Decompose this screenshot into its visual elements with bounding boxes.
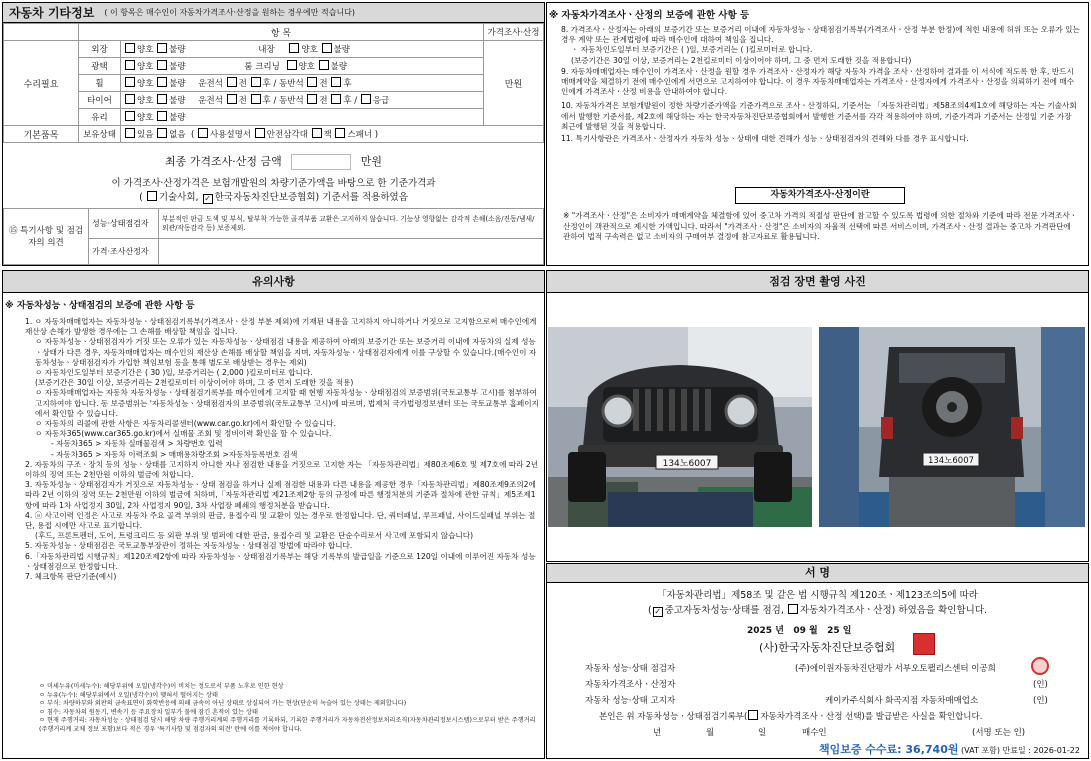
perf-seal: [1031, 657, 1049, 675]
price-assessor-note: [159, 239, 544, 265]
wheel-driver-front-checkbox[interactable]: [227, 77, 237, 87]
caution-item-1e: ㅇ 자동차매매업자는 자동차 자동차성능ㆍ상태점검기록부를 매수인에게 고지할 때 현행 자동차성능ㆍ상태점검의 보증범위(국토교통부 고시)를 첨부하여 고지하여야 합니다. 동 보증범위는 '자동차성능ㆍ상태점검자의 보증범위(국토교통부 고시)에 따르며, 법제처 국가법령정보센터 또는 국토교통부 홈페이지에서 확인할 수 있습니다.: [35, 388, 539, 418]
room-bad-checkbox[interactable]: [319, 60, 329, 70]
row-tire-label: 타이어: [79, 92, 121, 109]
caution-item-6: 6.「자동차관리법 시행규칙」제120조제2항에 따라 자동차성능ㆍ상태점검기록부는 해당 기록부의 발급일을 기준으로 120일 이내에 이루어진 자동차 성능ㆍ상태점검으로 한정합니다.: [25, 551, 536, 571]
expiry-date: 만료일 : 2026-01-22: [1002, 746, 1080, 755]
row-interior-label: 내장: [258, 45, 275, 55]
final-price-unit: 만원: [360, 155, 382, 168]
caution-item-1c: ㅇ 자동차인도일부터 보증기간은 ( 30 )일, 보증거리는 ( 2,000 )킬로미터로 합니다.: [35, 368, 313, 378]
row-glass-options: 양호 불량: [121, 109, 484, 126]
row-gloss-options: 양호 불량 룸 크리닝 양호 불량: [121, 58, 484, 75]
sign-date: 2025 년 09 월 25 일: [747, 626, 852, 636]
tire-passenger-rear-checkbox[interactable]: [331, 94, 341, 104]
etc-info-subtitle: ( 이 항목은 매수인이 자동차가격조사·산정을 원하는 경우에만 적습니다): [104, 8, 356, 17]
receive-price-checkbox[interactable]: [748, 710, 758, 720]
basis-text: 이 가격조사·산정가격은 보험개발원의 차량기준가액을 바탕으로 한 기준가격과 ( 기술사회, ✓ 한국자동차진단보증협회) 기준서를 적용하였음: [111, 178, 436, 203]
guarantee-list: [561, 25, 1081, 144]
possession-none-checkbox[interactable]: [157, 128, 167, 138]
criteria-item: ㅇ 부식: 차량하부와 외판의 금속표면이 화학반응에 의해 금속이 아닌 상태로 상실되어 가는 현상(단순히 녹슬어 있는 상태는 제외합니다): [39, 700, 407, 708]
caution-list: [25, 317, 539, 582]
fee-line: 책임보증 수수료: 36,740원 (VAT 포함) 만료일 : 2026-01-22: [818, 743, 1080, 756]
tire-emergency-checkbox[interactable]: [361, 94, 371, 104]
signature-title: 서 명: [547, 564, 1088, 583]
exterior-good-checkbox[interactable]: [125, 43, 135, 53]
association-seal: [913, 633, 935, 655]
room-good-checkbox[interactable]: [287, 60, 297, 70]
notice-name: 케이카주식회사 화곡지점 자동차매매업소: [825, 696, 979, 706]
photo-panel: [546, 270, 1089, 562]
front-plate-text: 134노6007: [662, 459, 712, 469]
caution-item-5: 5. 자동차성능ㆍ상태점검은 국토교통부장관이 정하는 자동차성능ㆍ상태점검 방법에 따라야 합니다.: [25, 541, 353, 551]
row-glass-label: 유리: [79, 109, 121, 126]
final-price-label: 최종 가격조사·산정 금액: [164, 155, 282, 168]
caution-item-1i: - 자동차365 > 자동차 이력조회 > 매매용차량조회 >자동차등록번호 검색: [51, 449, 298, 459]
interior-bad-checkbox[interactable]: [322, 43, 332, 53]
used-car-inspection-checkbox[interactable]: ✓: [654, 607, 662, 616]
exterior-bad-checkbox[interactable]: [157, 43, 167, 53]
gloss-bad-checkbox[interactable]: [157, 60, 167, 70]
criteria-item: ㅇ 미세누유(미세누수): 해당부위에 오일(냉각수)이 비치는 정도로서 부품 노후로 인한 현상: [39, 683, 284, 690]
perf-inspector-note: 부분적인 판금 도색 및 부식, 탈부착 가능한 골격부품 교환은 고지하지 않습니다. 기능상 영향없는 감각적 손해(소음/진동/냄새/외관/작동감각 등) 보증제외.: [159, 209, 544, 239]
fee-label: 책임보증 수수료: 36,740원: [818, 743, 959, 756]
row-possession-label: 보유상태: [79, 126, 121, 143]
col-price-header: 가격조사·산정: [484, 24, 544, 41]
front-car-image: [548, 327, 812, 527]
perf-role: 자동차 성능·상태 점검자: [585, 664, 676, 674]
signature-panel: 서 명 「자동차관리법」제58조 및 같은 법 시행규칙 제120조ㆍ제123조의5에 따라 ( ✓ 중고자동차성능·상태를 점검, 자동차가격조사ㆍ산정) 하였음을 확인합니다. 2025 년 09 월 25 일 (사)한국자동차진단보증협회 자동차 성능·상태 점검자 (주)에이원자동차진단평가 서부오토팰리스센터 이공희 자동차가격조사ㆍ산정자 (인) 자동차 성능·상태 고지자 케이카주식회사 화곡지점 자동차매매업소 (인) 본인은 위 자동차성능ㆍ상태점검기록부( 자동차가격조사ㆍ산정 선택)를 발급받은 사실을 확인합니다. 년 월 일 매수인 (서명 또는 인) 책임보증 수수료: 36,740원 (VAT 포함) 만료일 : 2026-01-22: [546, 563, 1089, 759]
guarantee-item-10: 10. 자동차가격은 보험개발원이 정한 차량기준가액을 기준가격으로 조사ㆍ산정하되, 기준서는 「자동차관리법」제58조의4제1호에 해당하는 자는 기술사회에서 발행한 기준서를, 제2호에 해당하는 자는 한국자동차진단보증협회에서 발행한 기준서를 각각 적용하여야 하며, 기준가격과 기준서는 산정일 기준 가장 최근에 발행된 것을 적용합니다.: [561, 101, 1077, 131]
tire-driver-rear-checkbox[interactable]: [251, 94, 261, 104]
notice-seal-mark: (인): [1033, 696, 1048, 706]
final-price-input[interactable]: [291, 154, 351, 170]
guarantee-item-9: 9. 자동차매매업자는 매수인이 가격조사ㆍ산정을 원할 경우 가격조사ㆍ산정자가 해당 자동차 가격을 조사ㆍ산정하여 결과를 이 서식에 적도록 한 후, 반드시 매매계약을 체결하기 전에 매수인에게 서면으로 고지하여야 합니다. 이 경우 자동차매매업자는 가격조사ㆍ산정자에게 가격조사ㆍ산정을 의뢰하기 전에 매수인에게 가격조사ㆍ산정 비용을 안내하여야 합니다.: [561, 66, 1075, 97]
basis-opt1-checkbox[interactable]: [147, 191, 157, 201]
etc-info-title: 자동차 기타정보: [9, 6, 95, 20]
possession-has-checkbox[interactable]: [125, 128, 135, 138]
perf-inspector-label: 성능·상태점검자: [89, 209, 159, 239]
repair-label: 수리필요: [4, 41, 79, 126]
rear-inspection-photo: [819, 327, 1085, 527]
rear-car-image: [819, 327, 1085, 527]
caution-item-4b: (후드, 프론트펜더, 도어, 트렁크리드 등 외판 부위 및 범퍼에 대한 판금, 용접수리 및 교환은 단순수리로서 사고에 포함되지 않습니다): [35, 531, 474, 541]
caution-item-1g: ㅇ 자동차365(www.car365.go.kr)에서 실매물 조회 및 정비이력 확인을 할 수 있습니다.: [35, 429, 332, 439]
caution-item-2: 2. 자동차의 구조ㆍ장치 등의 성능ㆍ상태를 고지하지 아니한 자나 점검한 내용을 거짓으로 고지한 자는 「자동차관리법」제80조제6호 및 제7호에 따라 2년 이하의 징역 또는 2천만원 이하의 벌금에 처합니다.: [25, 459, 539, 480]
notice-role: 자동차 성능·상태 고지자: [585, 696, 676, 706]
confirm-line: ( ✓ 중고자동차성능·상태를 점검, 자동차가격조사ㆍ산정) 하였음을 확인합니다.: [647, 605, 988, 616]
glass-bad-checkbox[interactable]: [157, 111, 167, 121]
guarantee-item-8a: ㆍ 자동차인도일부터 보증기간은 ( )일, 보증거리는 ( )킬로미터로 합니다.: [571, 45, 813, 55]
basic-label: 기본품목: [4, 126, 79, 143]
manual-checkbox[interactable]: [198, 128, 208, 138]
caution-title: 유의사항: [3, 271, 544, 293]
wheel-passenger-rear-checkbox[interactable]: [331, 77, 341, 87]
etc-info-header: [3, 3, 544, 23]
caution-item-1b: ㅇ 자동차성능ㆍ상태점검자가 거짓 또는 오류가 있는 자동차성능ㆍ상태점검 내용을 제공하여 아래의 보증기간 또는 보증거리 이내에 자동차의 실제 성능ㆍ상태가 다른 경우, 자동차매매업자는 매수인의 재산상 손해를 배상할 책임을 지며, 자동차성능ㆍ상태점검자에게 이를 구상할 수 있습니다.(매수인이 자동차성능ㆍ상태점검자가 가입한 책임보험 등을 통해 별도로 배상받는 경우는 제외): [35, 337, 537, 367]
caution-item-1d: (보증기간은 30일 이상, 보증거리는 2천킬로미터 이상이어야 하며, 그 중 먼저 도래한 것을 적용): [35, 378, 354, 388]
jack-checkbox[interactable]: [312, 128, 322, 138]
interior-good-checkbox[interactable]: [289, 43, 299, 53]
guarantee-item-11: 11. 특기사항란은 가격조사ㆍ산정자가 자동차 성능ㆍ상태에 대한 견해가 성능ㆍ상태점검자의 견해와 다를 경우 표시합니다.: [561, 134, 969, 144]
price-definition-box-title: 자동차가격조사·산정이란: [735, 187, 905, 204]
special-notes-table: [3, 208, 544, 265]
front-inspection-photo: [548, 327, 812, 527]
guarantee-item-8: 8. 가격조사ㆍ산정자는 아래의 보증기간 또는 보증거리 이내에 자동차성능ㆍ상태점검기록부(가격조사ㆍ산정 부분 한정)에 적힌 내용에 허위 또는 오류가 있는 경우 계약 또는 관계법령에 따라 매수인에 대하여 책임을 집니다.: [561, 25, 1080, 45]
wheel-bad-checkbox[interactable]: [157, 77, 167, 87]
price-role: 자동차가격조사ㆍ산정자: [585, 680, 676, 690]
tire-passenger-front-checkbox[interactable]: [307, 94, 317, 104]
price-assessor-label: 가격·조사산정자: [89, 239, 159, 265]
criteria-list: [39, 683, 539, 735]
row-tire-options: 양호 불량 운전석 전 후 / 동반석 전 후 / 응급: [121, 92, 484, 109]
tire-driver-front-checkbox[interactable]: [227, 94, 237, 104]
row-exterior-label: 외장: [79, 41, 121, 58]
caution-item-1a: 1. ㅇ 자동차매매업자는 자동차성능ㆍ상태점검기록부(가격조사ㆍ산정 부분 제외)에 기재된 내용을 고지하지 아니하거나 거짓으로 고지함으로써 매수인에게 재산상 손해가 발생한 경우에는 그 손해를 배상할 책임을 집니다.: [25, 317, 537, 337]
association-name: (사)한국자동차진단보증협회: [759, 641, 896, 654]
caution-subtitle: ※ 자동차성능ㆍ상태점검의 보증에 관한 사항 등: [5, 301, 195, 311]
row-wheel-options: 양호 불량 운전석 전 후 / 동반석 전 후: [121, 75, 484, 92]
spanner-checkbox[interactable]: [335, 128, 345, 138]
tire-bad-checkbox[interactable]: [157, 94, 167, 104]
guarantee-title: ※ 자동차가격조사ㆍ산정의 보증에 관한 사항 등: [549, 10, 750, 21]
glass-good-checkbox[interactable]: [125, 111, 135, 121]
row-exterior-options: 양호 불량 내장 양호 불량: [121, 41, 484, 58]
final-price-row: [3, 153, 544, 170]
etc-info-table: [3, 23, 544, 143]
caution-panel: [2, 270, 545, 759]
photo-title: 점검 장면 촬영 사진: [547, 271, 1088, 293]
caution-item-7: 7. 체크항목 판단기준(예시): [25, 572, 117, 582]
caution-item-3: 3. 자동차성능ㆍ상태점검자가 거짓으로 자동차성능ㆍ상태 점검을 하거나 실제 점검한 내용과 다른 내용을 제공한 경우「자동차관리법」제80조제9조의2에 따라 2년 이하의 징역 또는 2천만원 이하의 벌금에 처하며,「자동차관리법 제21조제2항 등의 규정에 따른 행정처분의 기준과 절차에 관한 규칙」제5조제1항에 따라 1차 사업정지 30일, 2차 사업정지 90일, 3차 사업장 폐쇄의 행정처분을 받습니다.: [25, 480, 536, 510]
caution-item-1f: ㅇ 자동차의 리콜에 관한 사항은 자동차리콜센터(www.car.go.kr)에서 확인할 수 있습니다.: [35, 419, 336, 429]
gloss-good-checkbox[interactable]: [125, 60, 135, 70]
triangle-checkbox[interactable]: [255, 128, 265, 138]
row-room-label: 룸 크리닝: [244, 62, 280, 72]
col-item-header: 항 목: [79, 24, 484, 41]
row-possession-options: 있음 없음 ( 사용설명서 안전삼각대 잭 스패너 ): [121, 126, 544, 143]
guarantee-panel: [546, 2, 1089, 266]
criteria-item: ㅇ 침수: 자동차의 원동기, 변속기 등 주요장치 일부가 물에 잠긴 흔적이 있는 상태: [39, 708, 258, 716]
wheel-driver-rear-checkbox[interactable]: [251, 77, 261, 87]
guarantee-item-8b: (보증기간은 30일 이상, 보증거리는 2천킬로미터 이상이어야 하며, 그 중 먼저 도래한 것을 적용합니다): [571, 55, 912, 65]
wheel-passenger-front-checkbox[interactable]: [307, 77, 317, 87]
criteria-item: ㅇ 현재 주행거리: 자동차성능ㆍ상태점검 당시 해당 차량 주행거리계의 주행거리를 기록하되, 기록한 주행거리가 자동차전산정보처리조직(자동차관리정보시스템)으로부터 받은 주행거리(주행거리계 교체 정보 포함)보다 적은 경우 '특기사항 및 점검자의 의견' 란에 이를 적어야 합니다.: [39, 717, 536, 733]
caution-item-4: 4. ⓐ 사고이력 인정은 사고로 자동차 주요 골격 부위의 판금, 용접수리 및 교환이 있는 경우로 한정합니다. 단, 쿼터패널, 루프패널, 사이드실패널 부위는 절단, 용접 시에만 사고로 표기합니다.: [25, 510, 536, 531]
price-assessment-checkbox[interactable]: [788, 604, 798, 614]
row-wheel-label: 휠: [79, 75, 121, 92]
price-definition-text: ※ "가격조사ㆍ산정"은 소비자가 매매계약을 체결함에 있어 중고차 가격의 적절성 판단에 참고할 수 있도록 법령에 의한 절차와 기준에 따라 전문 가격조사ㆍ산정인이 객관적으로 제시한 가액입니다. 따라서 "가격조사ㆍ산정"은 소비자의 자율적 선택에 따른 서비스이며, 가격조사ㆍ산정 결과는 중고차 가격판단에 관하여 법적 구속력은 없고 소비자의 구매여부 결정에 참고자료로 활용됩니다.: [563, 211, 1078, 241]
law-line: 「자동차관리법」제58조 및 같은 법 시행규칙 제120조ㆍ제123조의5에 따라: [657, 590, 978, 601]
basis-opt2-checkbox[interactable]: ✓: [204, 194, 211, 203]
wheel-good-checkbox[interactable]: [125, 77, 135, 87]
caution-item-1h: - 자동차365 > 자동차 실매물검색 > 차량번호 입력: [51, 439, 223, 449]
price-seal-mark: (인): [1033, 680, 1048, 690]
tire-good-checkbox[interactable]: [125, 94, 135, 104]
receive-line: 본인은 위 자동차성능ㆍ상태점검기록부( 자동차가격조사ㆍ산정 선택)를 발급받은 사실을 확인합니다.: [599, 712, 983, 722]
special-label: ⑮ 특기사항 및 점검자의 의견: [4, 209, 89, 265]
row-gloss-label: 광택: [79, 58, 121, 75]
rear-plate-text: 134노6007: [927, 456, 975, 466]
perf-name: (주)에이원자동차진단평가 서부오토팰리스센터 이공희: [795, 664, 996, 674]
price-manwon: 만원: [484, 41, 544, 126]
etc-info-panel: [2, 2, 545, 266]
criteria-item: ㅇ 누유(누수): 해당부위에서 오일(냉각수)이 맺혀서 떨어지는 상태: [39, 691, 218, 699]
